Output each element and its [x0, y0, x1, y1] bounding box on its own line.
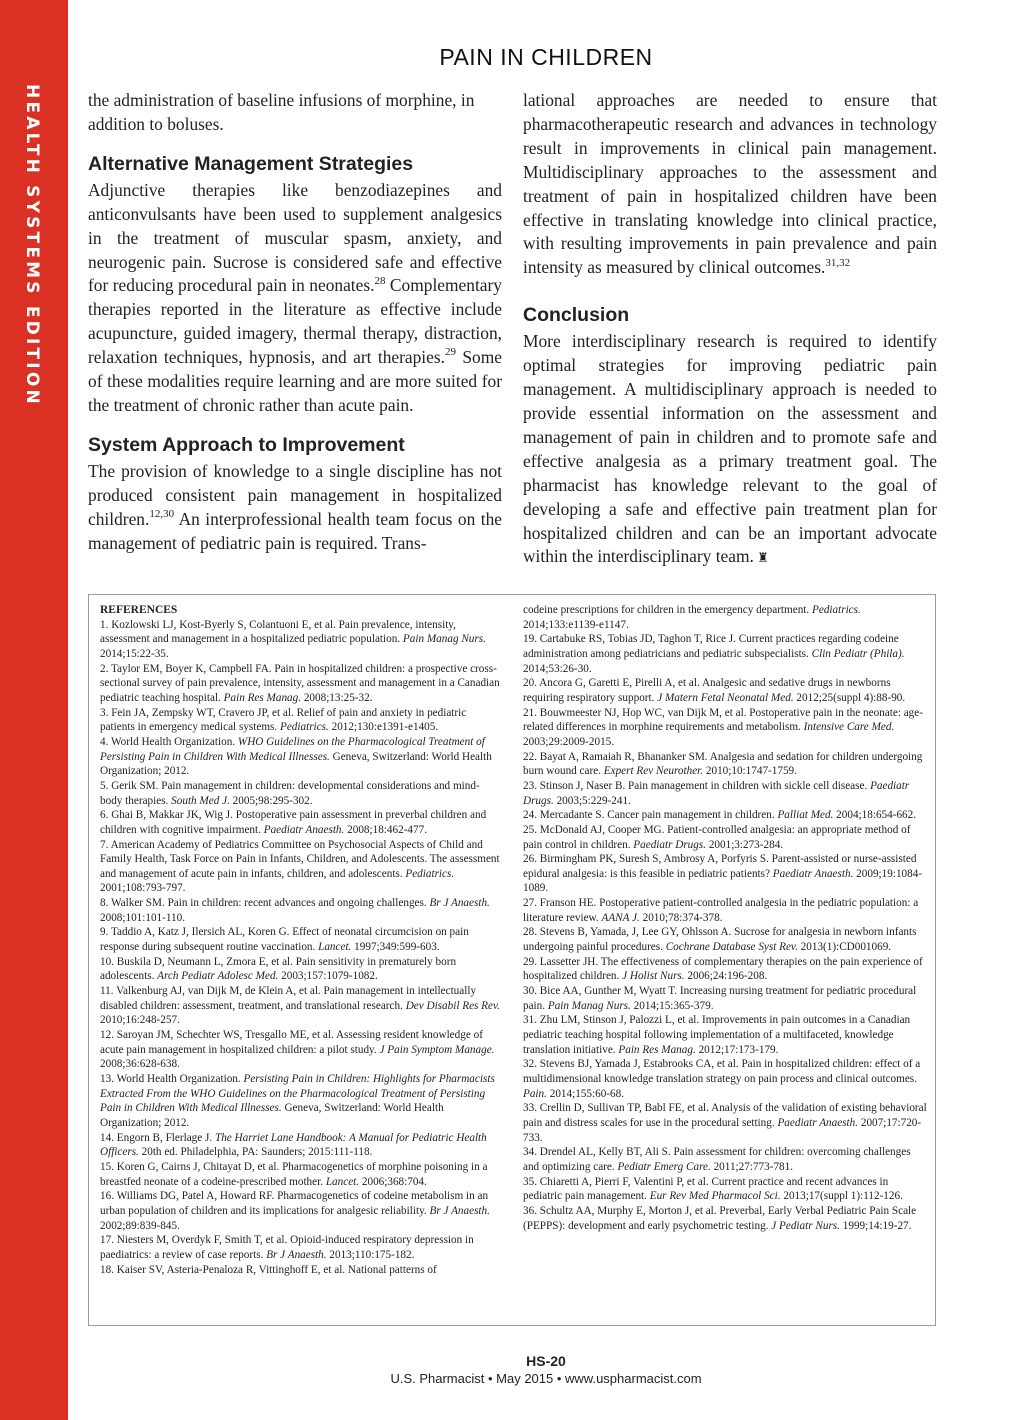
paragraph — [88, 460, 502, 556]
reference-citation: 2004;18:654-662. — [833, 809, 917, 822]
text: More interdisciplinary research is required to identify optimal strategies for improving pediatric pain management. A multidisciplinary approach is needed to provide essential information on the assessment and management of pain in children and to promote safe and effective analgesia as a primary treatment goal. The pharmacist has knowledge relevant to the goal of developing a safe and effective pain treatment plan for hospitalized children and can be an important advocate within the interdisciplinary team. — [523, 331, 937, 567]
reference-text: 31. Zhu LM, Stinson J, Palozzi L, et al. Improvements in pain outcomes in a Canadian pediatric teaching hospital following implementation of a multifaceted, knowledge translation initiative. — [523, 1014, 911, 1056]
reference-text: 13. World Health Organization. — [100, 1073, 244, 1085]
references-right-column — [523, 603, 927, 1233]
reference-item — [100, 1072, 502, 1131]
reference-item — [523, 852, 927, 896]
reference-citation: 2005;98:295-302. — [229, 794, 313, 807]
reference-text: 12. Saroyan JM, Schechter WS, Tresgallo ME, et al. Assessing resident knowledge of acute pain management in hospitalized children: a pilot study. — [100, 1029, 483, 1056]
reference-text: 36. Schultz AA, Murphy E, Morton J, et al. Preverbal, Early Verbal Pediatric Pain Scale (PEPPS): development and early psychometric testing. — [523, 1204, 917, 1232]
reference-item — [523, 925, 927, 954]
reference-item — [100, 735, 502, 779]
journal-name: Clin Pediatr (Phila). — [811, 647, 905, 660]
journal-name: Dev Disabil Res Rev. — [405, 999, 500, 1012]
reference-citation: 2010;78:374-378. — [639, 911, 723, 924]
section-heading-alternative: Alternative Management Strategies — [88, 152, 414, 175]
journal-name: Cochrane Database Syst Rev. — [665, 941, 798, 954]
journal-name: J Holist Nurs. — [622, 970, 685, 983]
journal-name: J Matern Fetal Neonatal Med. — [657, 691, 794, 704]
journal-name: Paediatr Anaesth. — [263, 823, 345, 836]
text: The provision of knowledge to a single discipline has not produced consistent pain management in hospitalized children. — [88, 460, 502, 529]
reference-citation: 2011;27:773-781. — [710, 1160, 794, 1173]
reference-item — [523, 632, 927, 676]
reference-text: 24. Mercadante S. Cancer pain management in children. — [523, 809, 778, 822]
reference-citation: 2012;130:e1391-e1405. — [328, 721, 439, 734]
journal-name: Pediatr Emerg Care. — [617, 1160, 711, 1173]
citation: 28 — [374, 274, 386, 287]
reference-text: 1. Kozlowski LJ, Kost-Byerly S, Colantuoni E, et al. Pain prevalence, intensity, assessment and management in a hospitalized pediatric population. — [100, 618, 456, 646]
journal-name: Intensive Care Med. — [803, 721, 895, 734]
reference-text: 11. Valkenburg AJ, van Dijk M, de Klein A, et al. Pain management in intellectually disabled children: assessment, treatment, and translational research. — [100, 985, 477, 1012]
reference-text: 15. Koren G, Cairns J, Chitayat D, et al. Pharmacogenetics of morphine poisoning in a breastfed neonate of a codeine-prescribed mother. — [100, 1160, 488, 1188]
footer — [68, 1352, 1024, 1388]
journal-name: Paediatr Drugs. — [523, 779, 910, 807]
sidebar-band — [0, 0, 68, 1420]
reference-text: 23. Stinson J, Naser B. Pain management in children with sickle cell disease. — [523, 779, 871, 792]
reference-citation: 2013;110:175-182. — [326, 1248, 415, 1261]
reference-item — [523, 603, 927, 632]
journal-name: Pain Res Manag. — [618, 1043, 696, 1056]
text: Some of these modalities require learning and are more suited for the treatment of chronic rather than acute pain. — [88, 347, 502, 415]
journal-name: Pain Manag Nurs. — [547, 999, 631, 1012]
reference-citation: 2014;133:e1139-e1147. — [523, 618, 629, 631]
reference-citation: 20th ed. Philadelphia, PA: Saunders; 2015:111-118. — [138, 1146, 373, 1159]
reference-item — [100, 808, 502, 837]
reference-citation: 2014;53:26-30. — [523, 662, 592, 675]
journal-name: Paediatr Drugs. — [633, 838, 707, 851]
reference-citation: 2013;17(suppl 1):112-126. — [780, 1190, 903, 1203]
text: Adjunctive therapies like benzodiazepines and anticonvulsants have been used to supplement analgesics in the treatment of muscular spasm, anxiety, and neurogenic pain. Sucrose is considered safe and effective for reducing procedural pain in neonates. — [88, 179, 502, 296]
reference-text: 27. Franson HE. Postoperative patient-controlled analgesia in the pediatric population: a literature review. — [523, 897, 919, 924]
reference-item — [100, 955, 502, 984]
reference-item — [100, 1131, 502, 1160]
reference-item — [100, 925, 502, 954]
journal-name: Pain Res Manag. — [223, 691, 302, 704]
journal-name: The Harriet Lane Handbook: A Manual for Pediatric Health Officers. — [100, 1131, 487, 1159]
reference-text: 5. Gerik SM. Pain management in children: developmental considerations and mind-body therapies. — [100, 779, 480, 807]
reference-text: codeine prescriptions for children in the emergency department. — [523, 604, 813, 616]
journal-name: J Pediatr Nurs. — [771, 1219, 840, 1232]
reference-citation: Geneva, Switzerland: World Health Organization; 2012. — [100, 750, 492, 778]
page-number: HS-20 — [526, 1353, 566, 1369]
journal-name: Eur Rev Med Pharmacol Sci. — [649, 1190, 781, 1203]
reference-text: 21. Bouwmeester NJ, Hop WC, van Dijk M, et al. Postoperative pain in the neonate: age-related differences in morphine requirements and metabolism. — [523, 706, 923, 734]
references-left-column — [100, 603, 502, 1277]
paragraph — [523, 89, 937, 280]
reference-citation: 2008;101:101-110. — [100, 911, 186, 924]
end-mark-icon: ♜ — [753, 550, 769, 566]
reference-citation: 2003;29:2009-2015. — [523, 735, 615, 748]
reference-citation: 2002;89:839-845. — [100, 1219, 180, 1232]
journal-name: Br J Anaesth. — [429, 1204, 490, 1217]
reference-text: 18. Kaiser SV, Asteria-Penaloza R, Vittinghoff E, et al. National patterns of — [100, 1263, 437, 1276]
reference-item — [523, 706, 927, 750]
reference-citation: 2001;3:273-284. — [706, 838, 784, 851]
right-column — [523, 89, 937, 570]
reference-item — [100, 838, 502, 897]
reference-item — [100, 779, 502, 808]
reference-item — [523, 1175, 927, 1204]
reference-item — [523, 676, 927, 705]
reference-citation: 2009;19:1084-1089. — [523, 867, 923, 895]
journal-name: Br J Anaesth. — [429, 897, 490, 910]
reference-citation: 2008;36:628-638. — [100, 1058, 180, 1071]
reference-citation: 2012;17:173-179. — [695, 1043, 779, 1056]
reference-citation: 2003;5:229-241. — [553, 794, 631, 807]
reference-citation: 2012;25(suppl 4):88-90. — [793, 691, 906, 704]
reference-text: 35. Chiaretti A, Pierri F, Valentini P, et al. Current practice and recent advances in pediatric pain management. — [523, 1175, 889, 1203]
reference-item — [523, 955, 927, 984]
reference-text: 22. Bayat A, Ramaiah R, Bhananker SM. Analgesia and sedation for children undergoing burn wound care. — [523, 750, 923, 778]
reference-citation: 2003;157:1079-1082. — [278, 970, 378, 983]
journal-name: South Med J. — [171, 794, 230, 807]
reference-item — [100, 1160, 502, 1189]
reference-item — [100, 1233, 502, 1262]
reference-citation: 2006;368:704. — [359, 1175, 427, 1188]
reference-text: 19. Cartabuke RS, Tobias JD, Taghon T, Rice J. Current practices regarding codeine administration among pediatricians and pediatric subspecialists. — [523, 633, 899, 660]
reference-text: 16. Williams DG, Patel A, Howard RF. Pharmacogenetics of codeine metabolism in an urban population of children and its implications for analgesic reliability. — [100, 1190, 489, 1217]
reference-item — [523, 1101, 927, 1145]
journal-name: Lancet. — [325, 1175, 360, 1188]
reference-item — [523, 779, 927, 808]
reference-text: 30. Bice AA, Gunther M, Wyatt T. Increasing nursing treatment for pediatric procedural pain. — [523, 985, 917, 1012]
reference-text: 3. Fein JA, Zempsky WT, Cravero JP, et al. Relief of pain and anxiety in pediatric patients in emergency medical systems. — [100, 706, 467, 734]
reference-item — [523, 808, 927, 823]
reference-citation: 2006;24:196-208. — [684, 970, 768, 983]
reference-item — [523, 1204, 927, 1233]
journal-name: Br J Anaesth. — [266, 1248, 327, 1261]
citation: 12,30 — [149, 507, 175, 520]
journal-name: Paediatr Anaesth. — [772, 867, 854, 880]
text: lational approaches are needed to ensure that pharmacotherapeutic research and advances in technology result in improvements in clinical pain management. Multidisciplinary approaches to the assessment and treatment of pain in hospitalized children have been effective in translating knowledge into clinical practice, with resulting improvements in pain prevalence and pain intensity as measured by clinical outcomes. — [523, 90, 937, 278]
page-title: PAIN IN CHILDREN — [439, 44, 653, 70]
reference-text: 6. Ghai B, Makkar JK, Wig J. Postoperative pain assessment in preverbal children and children with cognitive impairment. — [100, 809, 487, 836]
journal-name: WHO Guidelines on the Pharmacological Treatment of Persisting Pain in Children With Medical Illnesses. — [100, 735, 485, 763]
reference-citation: 2010;10:1747-1759. — [703, 765, 797, 778]
journal-name: Arch Pediatr Adolesc Med. — [157, 970, 279, 983]
journal-name: Pain. — [523, 1087, 547, 1100]
reference-text: 28. Stevens B, Yamada, J, Lee GY, Ohlsson A. Sucrose for analgesia in newborn infants undergoing painful procedures. — [523, 926, 917, 954]
reference-citation: 2010;16:248-257. — [100, 1014, 180, 1027]
reference-item — [100, 1189, 502, 1233]
reference-citation: 1999;14:19-27. — [839, 1219, 912, 1232]
reference-text: 34. Drendel AL, Kelly BT, Ali S. Pain assessment for children: overcoming challenges and optimizing care. — [523, 1146, 911, 1173]
reference-text: 25. McDonald AJ, Cooper MG. Patient-controlled analgesia: an appropriate method of pain control in children. — [523, 823, 911, 851]
paragraph — [88, 179, 502, 418]
reference-item — [523, 1057, 927, 1101]
reference-citation: 2013(1):CD001069. — [797, 941, 892, 954]
reference-item — [100, 662, 502, 706]
reference-text: 10. Buskila D, Neumann L, Zmora E, et al. Pain sensitivity in prematurely born adolescents. — [100, 955, 457, 983]
reference-item — [100, 618, 502, 662]
reference-item — [523, 1145, 927, 1174]
paragraph: the administration of baseline infusions of morphine, in addition to boluses. — [88, 90, 475, 134]
reference-item — [100, 896, 502, 925]
journal-name: Persisting Pain in Children: Highlights for Pharmacists Extracted From the WHO Guidelines on the Pharmacological Treatment of Persisting Pain in Children With Medical Illnesses. — [100, 1073, 495, 1115]
reference-citation: 2014;15:365-379. — [630, 999, 714, 1012]
reference-item — [100, 1263, 502, 1278]
references-box — [88, 594, 936, 1326]
journal-name: Paediatr Anaesth. — [777, 1116, 859, 1129]
reference-citation: 2014;15:22-35. — [100, 647, 169, 660]
reference-text: 26. Birmingham PK, Suresh S, Ambrosy A, Porfyris S. Parent-assisted or nurse-assisted epidural analgesia: is this feasible in pediatric patients? — [523, 853, 917, 880]
journal-name: AANA J. — [601, 911, 640, 924]
text: Complementary therapies reported in the literature as effective include acupuncture, guided imagery, thermal therapy, distraction, relaxation techniques, hypnosis, and art therapies. — [88, 275, 502, 368]
reference-text: 32. Stevens BJ, Yamada J, Estabrooks CA, et al. Pain in hospitalized children: effect of a multidimensional knowledge translation strategy on pain process and clinical outcomes. — [523, 1058, 921, 1085]
reference-item — [100, 984, 502, 1028]
journal-name: Pediatrics. — [280, 721, 329, 734]
sidebar-label: HEALTH SYSTEMS EDITION — [22, 84, 42, 407]
journal-name: Pain Manag Nurs. — [402, 633, 486, 646]
text: An interprofessional health team focus on the management of pediatric pain is required. Trans- — [88, 508, 502, 553]
reference-text: 8. Walker SM. Pain in children: recent advances and ongoing challenges. — [100, 897, 430, 910]
reference-item — [523, 750, 927, 779]
reference-citation: Geneva, Switzerland: World Health Organization; 2012. — [100, 1102, 444, 1129]
reference-citation: 2007;17:720-733. — [523, 1116, 922, 1144]
reference-item — [523, 823, 927, 852]
journal-name: Pediatrics. — [812, 604, 861, 616]
reference-text: 7. American Academy of Pediatrics Committee on Psychosocial Aspects of Child and Family Health, Task Force on Pain in Infants, Children, and Adolescents. The assessment and management of acute pain in infants, children, and adolescents. — [100, 838, 500, 880]
journal-name: J Pain Symptom Manage. — [379, 1043, 495, 1056]
reference-text: 29. Lassetter JH. The effectiveness of complementary therapies on the pain experience of hospitalized children. — [523, 955, 923, 983]
journal-name: Palliat Med. — [777, 809, 834, 822]
reference-text: 2. Taylor EM, Boyer K, Campbell FA. Pain in hospitalized children: a prospective cross-sectional survey of pain prevalence, intensity, assessment and management in a Canadian pediatric teaching hospital. — [100, 662, 500, 704]
reference-citation: 2014;155:60-68. — [546, 1087, 625, 1100]
publication-line: U.S. Pharmacist • May 2015 • www.uspharmacist.com — [390, 1371, 702, 1386]
sidebar-label-wrap — [22, 84, 52, 407]
reference-item — [523, 984, 927, 1013]
journal-name: Lancet. — [318, 941, 352, 954]
left-column — [88, 89, 502, 556]
reference-citation: 2008;18:462-477. — [344, 823, 427, 836]
citation: 29 — [444, 346, 456, 359]
references-heading: REFERENCES — [100, 604, 178, 616]
reference-item — [523, 896, 927, 925]
paragraph — [523, 330, 937, 570]
reference-item — [100, 706, 502, 735]
citation: 31,32 — [825, 256, 851, 269]
reference-text: 4. World Health Organization. — [100, 735, 238, 748]
journal-name: Pediatrics. — [405, 867, 455, 880]
reference-citation: 1997;349:599-603. — [351, 941, 440, 954]
reference-text: 9. Taddio A, Katz J, Ilersich AL, Koren G. Effect of neonatal circumcision on pain response during subsequent routine vaccination. — [100, 926, 469, 954]
reference-text: 20. Ancora G, Garetti E, Pirelli A, et al. Analgesic and sedative drugs in newborns requiring respiratory support. — [523, 677, 891, 704]
reference-text: 33. Crellin D, Sullivan TP, Babl FE, et al. Analysis of the validation of existing behavioral pain and distress scales for use in the procedural setting. — [523, 1102, 927, 1129]
journal-name: Expert Rev Neurother. — [603, 765, 704, 778]
reference-text: 17. Niesters M, Overdyk F, Smith T, et al. Opioid-induced respiratory depression in paediatrics: a review of case reports. — [100, 1234, 474, 1261]
reference-item — [100, 1028, 502, 1072]
section-heading-conclusion: Conclusion — [523, 304, 630, 327]
section-heading-system: System Approach to Improvement — [88, 433, 405, 456]
reference-citation: 2008;13:25-32. — [301, 691, 373, 704]
reference-citation: 2001;108:793-797. — [100, 882, 186, 895]
reference-text: 14. Engorn B, Flerlage J. — [100, 1131, 215, 1144]
reference-item — [523, 1013, 927, 1057]
